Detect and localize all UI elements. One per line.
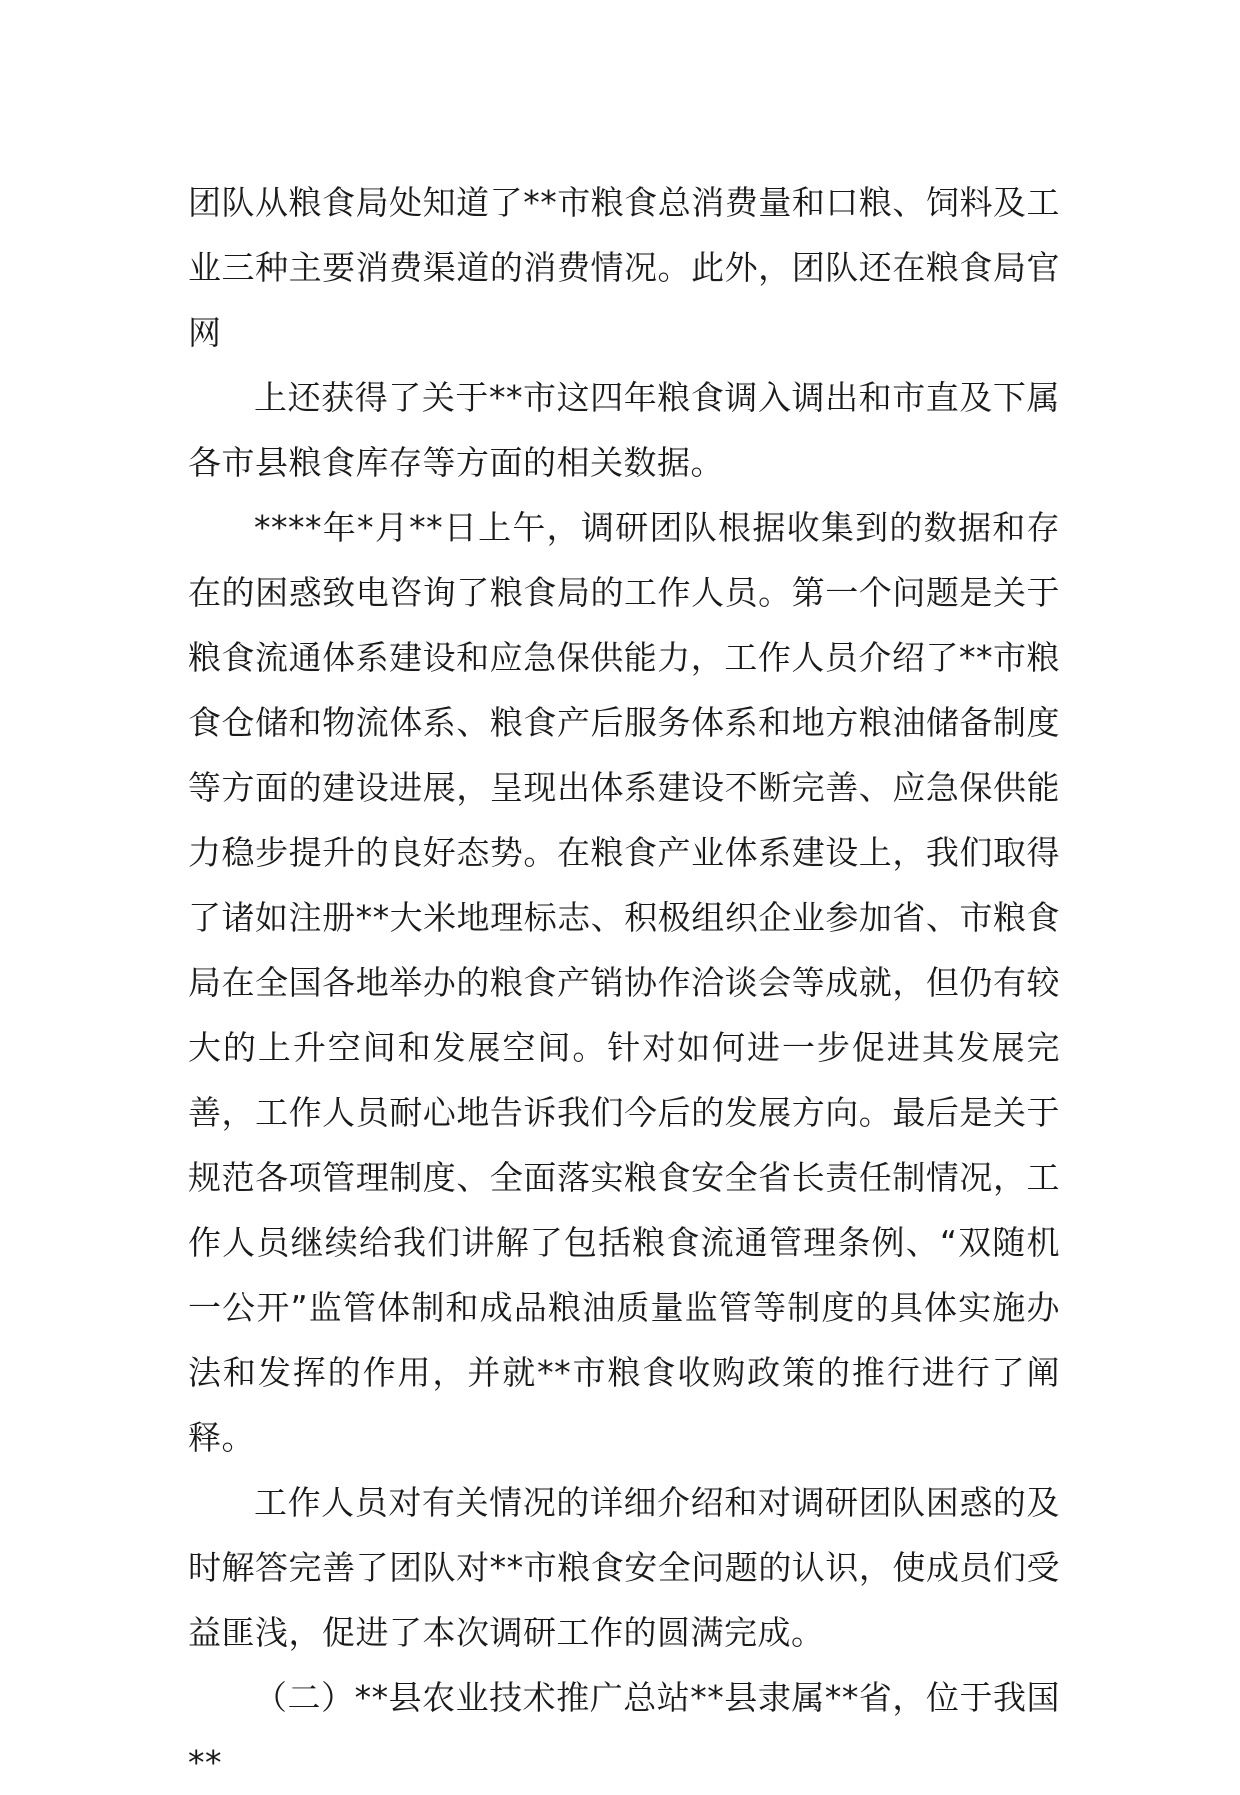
paragraph-1: 团队从粮食局处知道了**市粮食总消费量和口粮、饲料及工业三种主要消费渠道的消费情况。此外，团队还在粮食局官网 [188,183,1060,352]
paragraph-2: 上还获得了关于**市这四年粮食调入调出和市直及下属各市县粮食库存等方面的相关数据。 [188,378,1060,482]
paragraph-4: 工作人员对有关情况的详细介绍和对调研团队困惑的及时解答完善了团队对**市粮食安全问题的认识，使成员们受益匪浅，促进了本次调研工作的圆满完成。 [188,1483,1060,1652]
paragraph-3: ****年*月**日上午，调研团队根据收集到的数据和存在的困惑致电咨询了粮食局的工作人员。第一个问题是关于粮食流通体系建设和应急保供能力，工作人员介绍了**市粮食仓储和物流体系、粮食产后服务体系和地方粮油储备制度等方面的建设进展，呈现出体系建设不断完善、应急保供能力稳步提升的良好态势。在粮食产业体系建设上，我们取得了诸如注册**大米地理标志、积极组织企业参加省、市粮食局在全国各地举办的粮食产销协作洽谈会等成就，但仍有较大的上升空间和发展空间。针对如何进一步促进其发展完善，工作人员耐心地告诉我们今后的发展方向。最后是关于规范各项管理制度、全面落实粮食安全省长责任制情况，工作人员继续给我们讲解了包括粮食流通管理条例、“双随机一公开”监管体制和成品粮油质量监管等制度的具体实施办法和发挥的作用，并就**市粮食收购政策的推行进行了阐释。 [188,508,1060,1457]
paragraph-5-section-heading: （二）**县农业技术推广总站**县隶属**省，位于我国** [188,1678,1060,1782]
document-body [188,170,1060,1795]
